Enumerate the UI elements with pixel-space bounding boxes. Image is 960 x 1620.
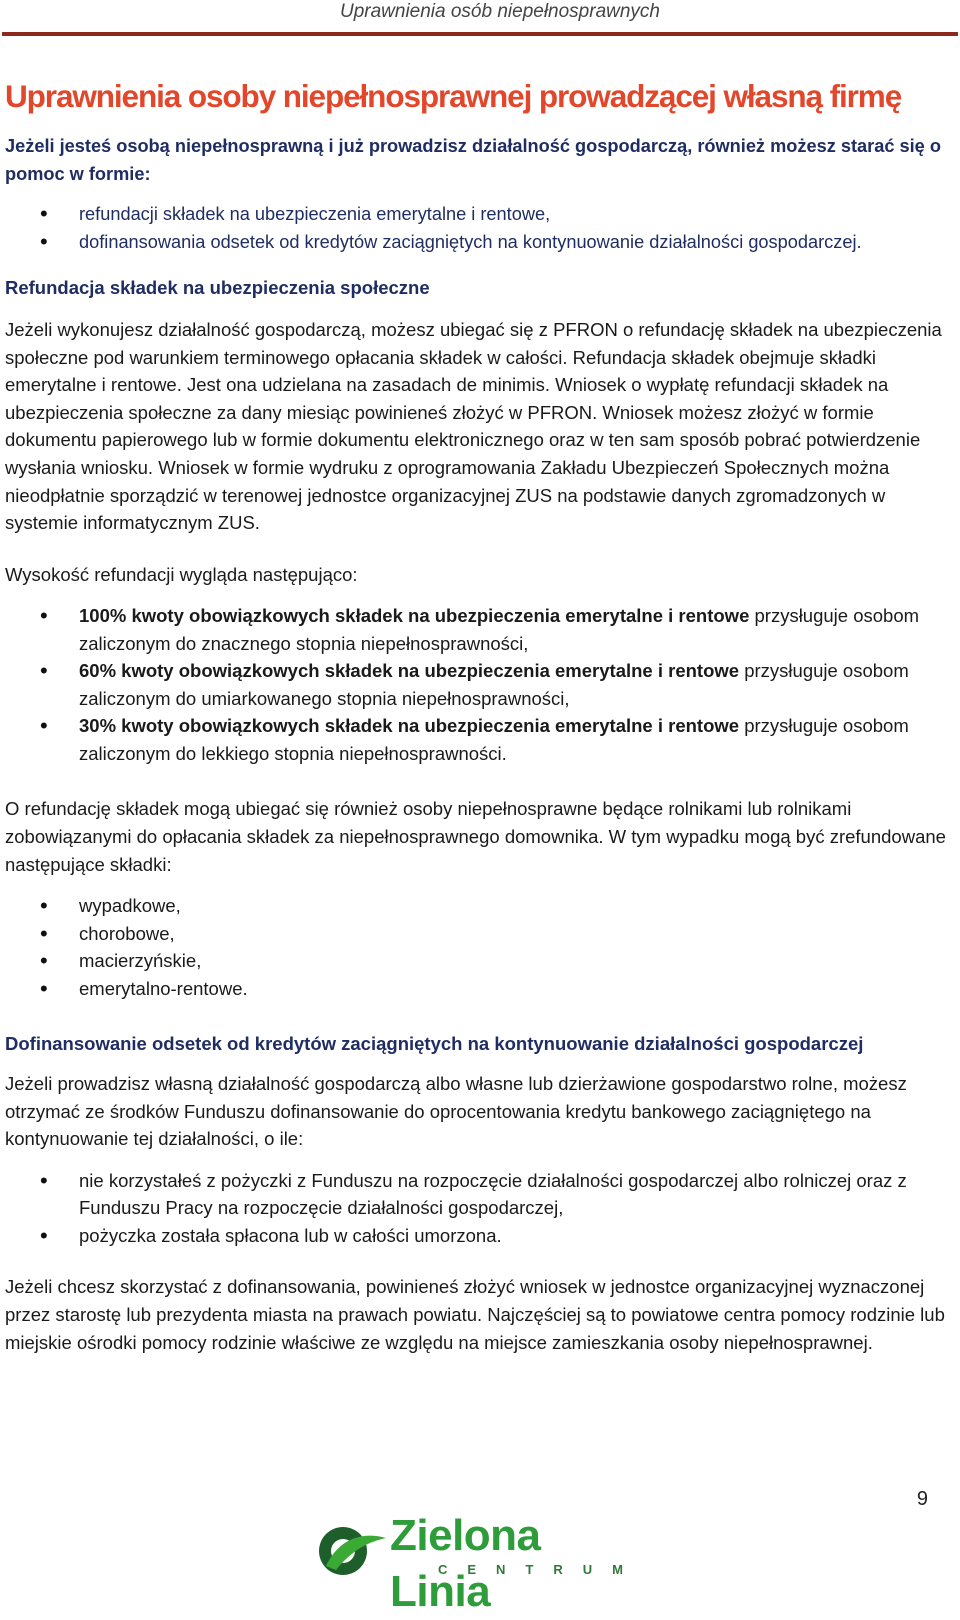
final-paragraph: Jeżeli chcesz skorzystać z dofinansowania, powinieneś złożyć wniosek w jednostce organizacyjnej wyznaczonej przez starostę lub prezydenta miasta na prawach powiatu. Najczęściej są to powiatowe centra pomocy rodzinie lub miejskie ośrodki pomocy rodzinie właściwe ze względu na miejsce zamieszkania osoby niepełnosprawnej. <box>5 1276 945 1353</box>
intro-list <box>5 200 950 256</box>
rate-item <box>5 602 950 657</box>
conditions-list <box>5 1167 950 1250</box>
section-heading-refund: Refundacja składek na ubezpieczenia społeczne <box>5 277 430 298</box>
rates-list <box>5 602 950 767</box>
rate-item <box>5 657 950 712</box>
logo-leaf-icon <box>318 1526 388 1576</box>
section-heading-loans: Dofinansowanie odsetek od kredytów zaciągniętych na kontynuowanie działalności gospodarczej <box>5 1033 864 1055</box>
contribution-item: • emerytalno-rentowe. <box>5 975 950 1003</box>
intro-paragraph: Jeżeli jesteś osobą niepełnosprawną i już prowadzisz działalność gospodarczą, również możesz starać się o pomoc w formie: <box>5 136 941 184</box>
header-rule <box>2 32 958 36</box>
logo-subtitle: CENTRUM <box>438 1562 643 1577</box>
contributions-list <box>5 892 950 1002</box>
farmers-paragraph: O refundację składek mogą ubiegać się również osoby niepełnosprawne będące rolnikami lub rolnikami zobowiązanymi do opłacania składek za niepełnosprawnego domownika. W tym wypadku mogą być zrefundowane następujące składki: <box>5 798 946 875</box>
refund-paragraph: Jeżeli wykonujesz działalność gospodarczą, możesz ubiegać się z PFRON o refundację składek na ubezpieczenia społeczne pod warunkiem terminowego opłacania składek w całości. Refundacja składek obejmuje składki emerytalne i rentowe. Jest ona udzielana na zasadach de minimis. Wniosek o wypłatę refundacji składek na ubezpieczenia społeczne za dany miesiąc powinieneś złożyć w PFRON. Wniosek możesz złożyć w formie dokumentu papierowego lub w formie dokumentu elektronicznego oraz w ten sam sposób pobrać potwierdzenie wysłania wniosku. Wniosek w formie wydruku z oprogramowania Zakładu Ubezpieczeń Społecznych można nieodpłatnie sporządzić w terenowej jednostce organizacyjnej ZUS na podstawie danych zgromadzonych w systemie informatycznym ZUS. <box>5 319 942 534</box>
page-number: 9 <box>916 1488 928 1510</box>
page-title: Uprawnienia osoby niepełnosprawnej prowadzącej własną firmę <box>5 78 902 114</box>
contribution-item: • macierzyńskie, <box>5 947 950 975</box>
running-header <box>0 0 960 36</box>
loans-paragraph: Jeżeli prowadzisz własną działalność gospodarczą albo własne lub dzierżawione gospodarstwo rolne, możesz otrzymać ze środków Funduszu dofinansowanie do oprocentowania kredytu bankowego zaciągniętego na kontynuowanie tej działalności, o ile: <box>5 1073 907 1150</box>
logo-name: Zielona Linia <box>390 1511 541 1616</box>
running-header-title: Uprawnienia osób niepełnosprawnych <box>339 1 660 22</box>
document-body <box>5 70 950 1356</box>
intro-list-item: • refundacji składek na ubezpieczenia emerytalne i rentowe, <box>5 200 950 228</box>
contribution-item: • chorobowe, <box>5 920 950 948</box>
rate-item-text: przysługuje osobom zaliczonym do lekkiego stopnia niepełnosprawności. <box>79 715 909 764</box>
contribution-item: • wypadkowe, <box>5 892 950 920</box>
rate-item-bold: 100% kwoty obowiązkowych składek na ubezpieczenia emerytalne i rentowe <box>79 605 750 627</box>
intro-list-item: • dofinansowania odsetek od kredytów zaciągniętych na kontynuowanie działalności gospodarczej. <box>5 228 950 256</box>
condition-item: • nie korzystałeś z pożyczki z Funduszu na rozpoczęcie działalności gospodarczej albo rolniczej oraz z Funduszu Pracy na rozpoczęcie działalności gospodarczej, <box>5 1167 950 1222</box>
rate-item-bold: 60% kwoty obowiązkowych składek na ubezpieczenia emerytalne i rentowe <box>79 660 740 682</box>
rate-item-text: przysługuje osobom zaliczonym do umiarkowanego stopnia niepełnosprawności, <box>79 660 909 709</box>
rate-item <box>5 712 950 767</box>
rate-item-text: przysługuje osobom zaliczonym do znacznego stopnia niepełnosprawności, <box>79 605 920 654</box>
condition-item: • pożyczka została spłacona lub w całości umorzona. <box>5 1222 950 1250</box>
rate-item-bold: 30% kwoty obowiązkowych składek na ubezpieczenia emerytalne i rentowe <box>79 715 740 737</box>
rates-intro: Wysokość refundacji wygląda następująco: <box>5 563 358 585</box>
zielona-linia-logo <box>318 1508 643 1616</box>
